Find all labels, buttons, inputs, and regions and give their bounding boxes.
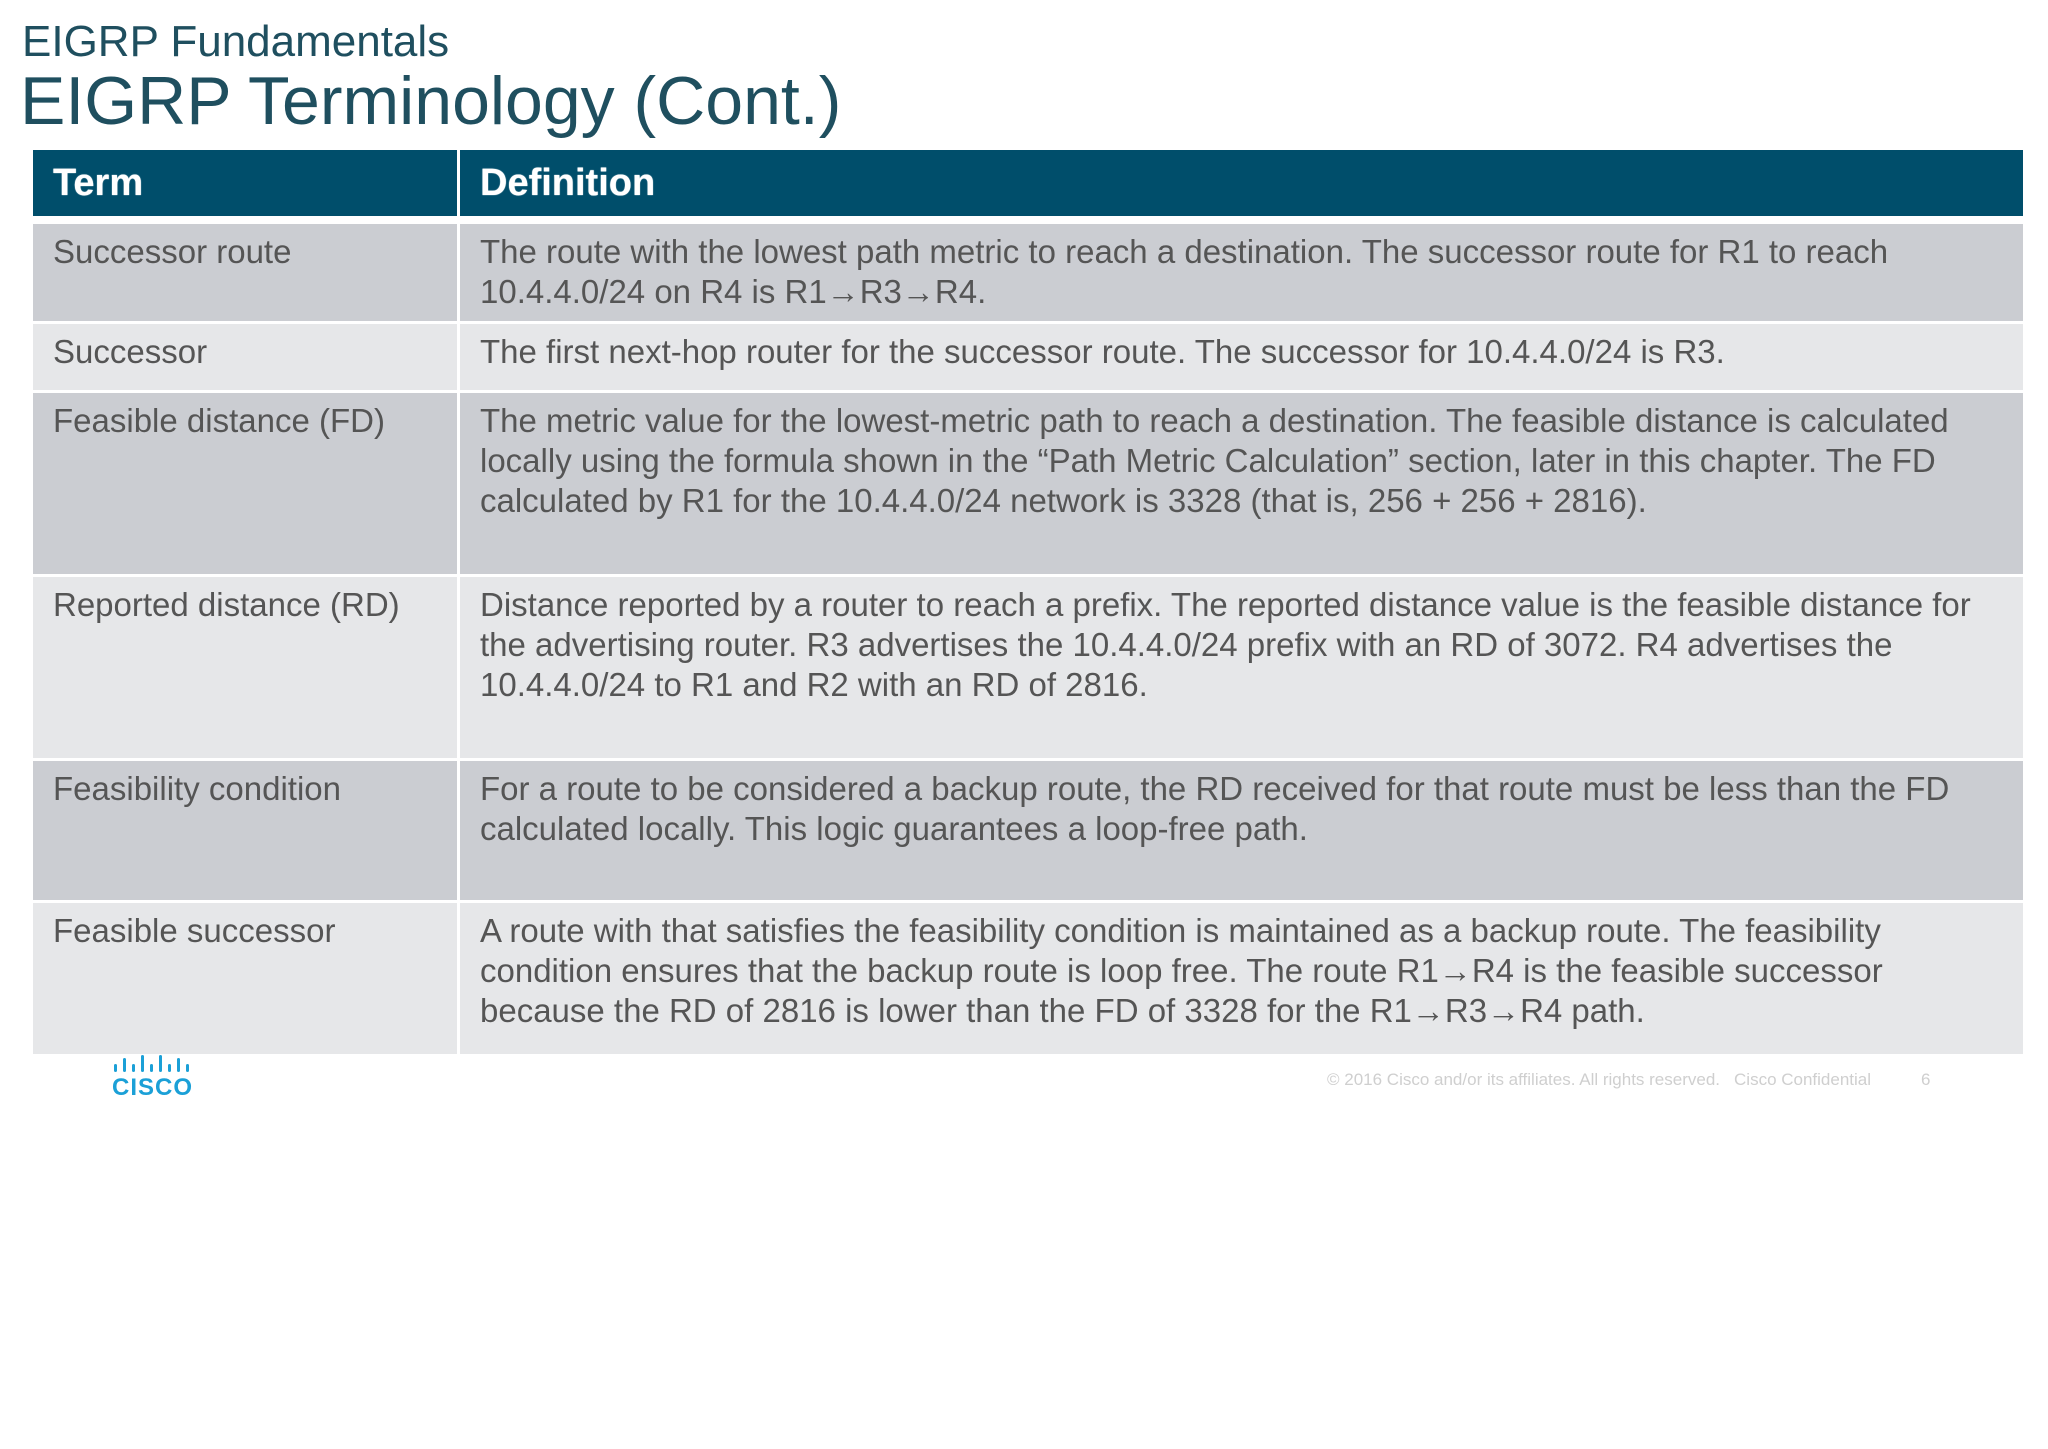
slide-subtitle: EIGRP Fundamentals <box>22 17 450 66</box>
table-row <box>33 903 2023 1057</box>
terminology-table <box>33 150 2023 1057</box>
cisco-logo <box>112 1054 194 1101</box>
table-row <box>33 761 2023 903</box>
table-row <box>33 393 2023 577</box>
term-cell: Successor route <box>33 224 460 324</box>
cisco-bridge-logo-icon <box>112 1054 192 1074</box>
column-header-definition: Definition <box>460 150 2023 224</box>
table-row <box>33 224 2023 324</box>
term-cell: Feasibility condition <box>33 761 460 903</box>
term-cell: Successor <box>33 324 460 393</box>
copyright-text: © 2016 Cisco and/or its affiliates. All rights reserved. <box>1327 1070 1721 1089</box>
definition-cell: Distance reported by a router to reach a prefix. The reported distance value is the feasible distance for the advertising router. R3 advertises the 10.4.4.0/24 prefix with an RD of 3072. R4 advertises the 10.4.4.0/24 to R1 and R2 with an RD of 2816. <box>460 577 2023 761</box>
definition-cell: The route with the lowest path metric to reach a destination. The successor route for R1 to reach 10.4.4.0/24 on R4 is R1→R3→R4. <box>460 224 2023 324</box>
cisco-logo-text: CISCO <box>112 1074 194 1101</box>
column-header-term: Term <box>33 150 460 224</box>
table-header-row <box>33 150 2023 224</box>
definition-cell: A route with that satisfies the feasibility condition is maintained as a backup route. The feasibility condition ensures that the backup route is loop free. The route R1→R4 is the feasible successor because the RD of 2816 is lower than the FD of 3328 for the R1→R3→R4 path. <box>460 903 2023 1057</box>
definition-cell: The metric value for the lowest-metric path to reach a destination. The feasible distance is calculated locally using the formula shown in the “Path Metric Calculation” section, later in this chapter. The FD calculated by R1 for the 10.4.4.0/24 network is 3328 (that is, 256 + 256 + 2816). <box>460 393 2023 577</box>
page-number: 6 <box>1921 1070 1931 1089</box>
footer <box>1327 1070 1931 1090</box>
table-row <box>33 324 2023 393</box>
term-cell: Reported distance (RD) <box>33 577 460 761</box>
slide-title: EIGRP Terminology (Cont.) <box>20 63 842 139</box>
term-cell: Feasible distance (FD) <box>33 393 460 577</box>
definition-cell: The first next-hop router for the successor route. The successor for 10.4.4.0/24 is R3. <box>460 324 2023 393</box>
confidential-label: Cisco Confidential <box>1734 1070 1872 1089</box>
term-cell: Feasible successor <box>33 903 460 1057</box>
definition-cell: For a route to be considered a backup route, the RD received for that route must be less than the FD calculated locally. This logic guarantees a loop-free path. <box>460 761 2023 903</box>
table-row <box>33 577 2023 761</box>
